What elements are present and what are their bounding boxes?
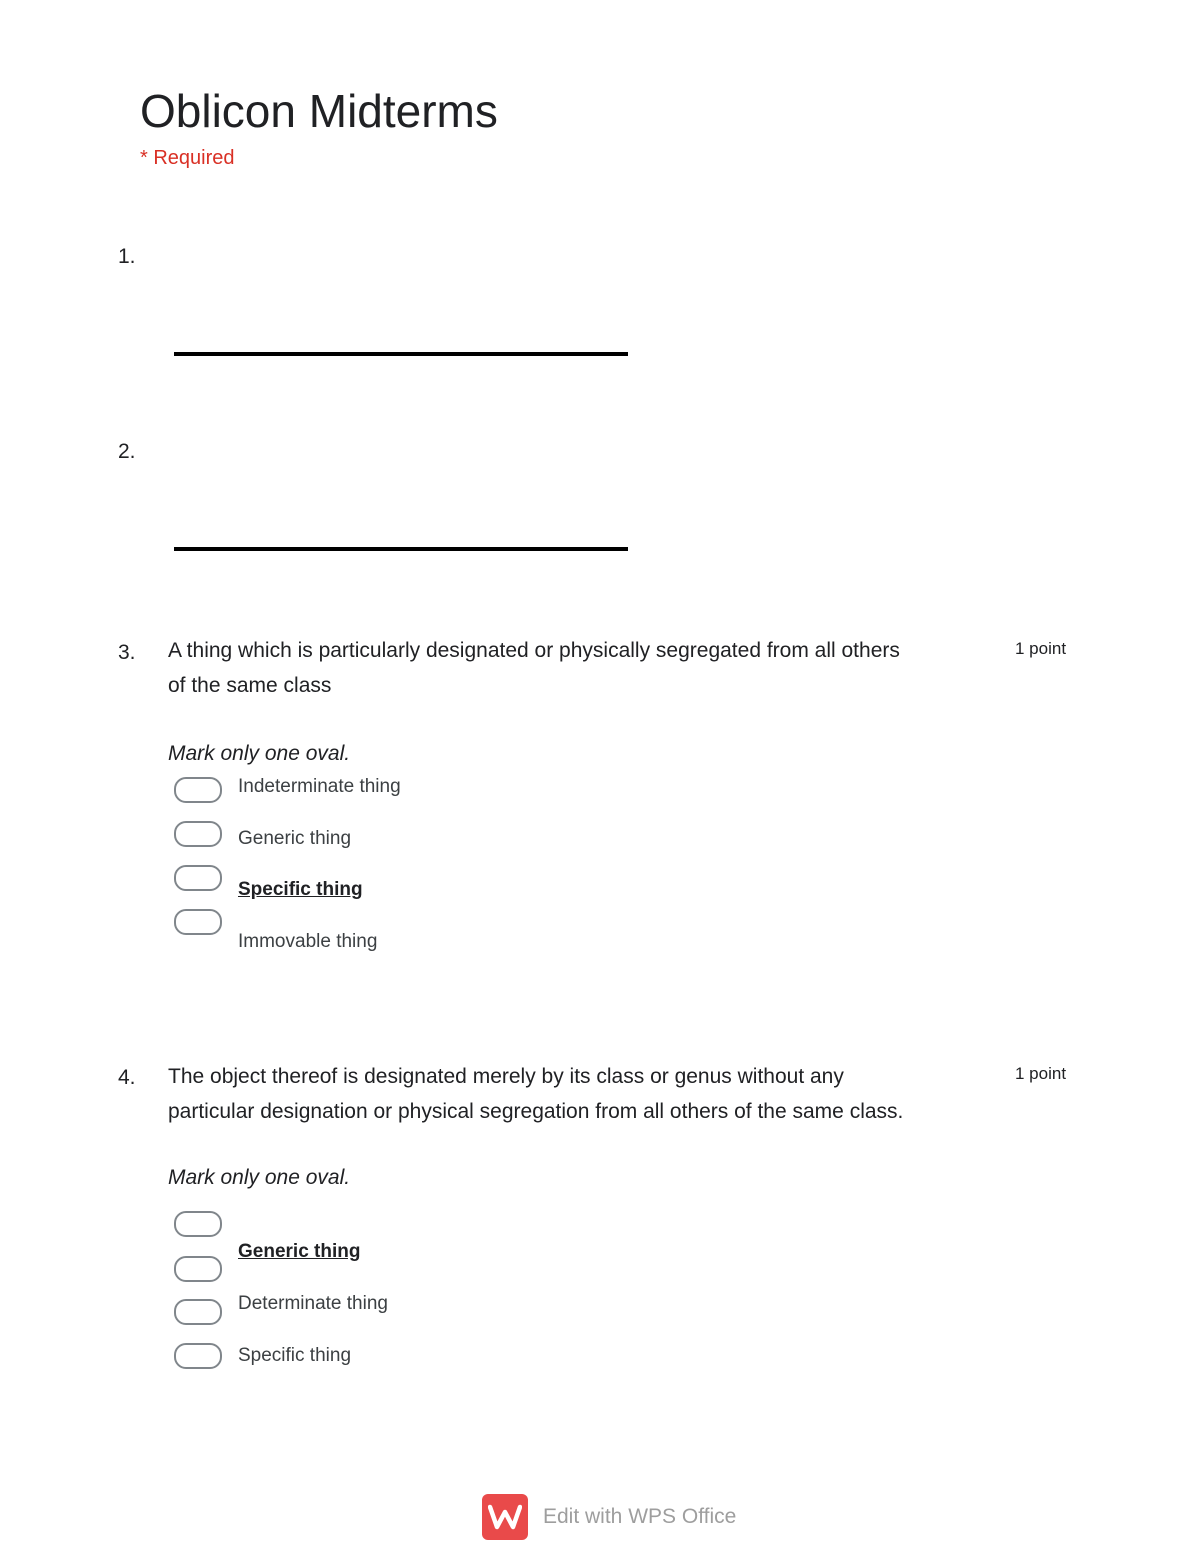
- question-1-number: 1.: [118, 245, 136, 268]
- question-4-option-2-label: Determinate thing: [238, 1293, 388, 1314]
- question-3-text: [168, 633, 1003, 703]
- question-3-text-line1: A thing which is particularly designated or physically segregated from all others: [168, 639, 900, 662]
- question-3-option-4-label: Immovable thing: [238, 931, 378, 952]
- form-title: Oblicon Midterms: [140, 85, 498, 137]
- question-3-option-3-radio[interactable]: [174, 865, 222, 891]
- question-4-number: 4.: [118, 1066, 136, 1089]
- question-3-option-2-label: Generic thing: [238, 828, 352, 849]
- question-3-number: 3.: [118, 641, 136, 664]
- question-4-instruction: Mark only one oval.: [168, 1166, 351, 1189]
- question-4-option-1-label: Generic thing: [238, 1241, 361, 1262]
- question-3-option-3-label: Specific thing: [238, 879, 363, 900]
- question-4-option-2-radio[interactable]: [174, 1256, 222, 1282]
- question-4-option-3-label: Specific thing: [238, 1345, 352, 1366]
- question-4-text: [168, 1059, 1003, 1129]
- question-4-option-1-radio[interactable]: [174, 1211, 222, 1237]
- question-4-option-4-radio[interactable]: [174, 1343, 222, 1369]
- question-3-option-1-radio[interactable]: [174, 777, 222, 803]
- question-3-option-4-radio[interactable]: [174, 909, 222, 935]
- question-3-option-1-label: Indeterminate thing: [238, 776, 401, 797]
- question-3-text-line2: of the same class: [168, 674, 332, 697]
- wps-w-glyph-icon: [488, 1504, 522, 1530]
- question-4-points: 1 point: [1015, 1064, 1067, 1083]
- question-1-answer-line[interactable]: [174, 352, 628, 356]
- question-2-number: 2.: [118, 440, 136, 463]
- question-4-text-line2: particular designation or physical segregation from all others of the same class.: [168, 1100, 904, 1123]
- wps-office-logo-icon[interactable]: [482, 1494, 528, 1540]
- question-3-instruction: Mark only one oval.: [168, 742, 351, 765]
- question-4-text-line1: The object thereof is designated merely by its class or genus without any: [168, 1065, 844, 1088]
- question-3-points: 1 point: [1015, 639, 1067, 658]
- question-4-option-3-radio[interactable]: [174, 1299, 222, 1325]
- question-2-answer-line[interactable]: [174, 547, 628, 551]
- question-3-option-2-radio[interactable]: [174, 821, 222, 847]
- required-note: * Required: [140, 147, 235, 169]
- wps-edit-link[interactable]: Edit with WPS Office: [543, 1505, 737, 1528]
